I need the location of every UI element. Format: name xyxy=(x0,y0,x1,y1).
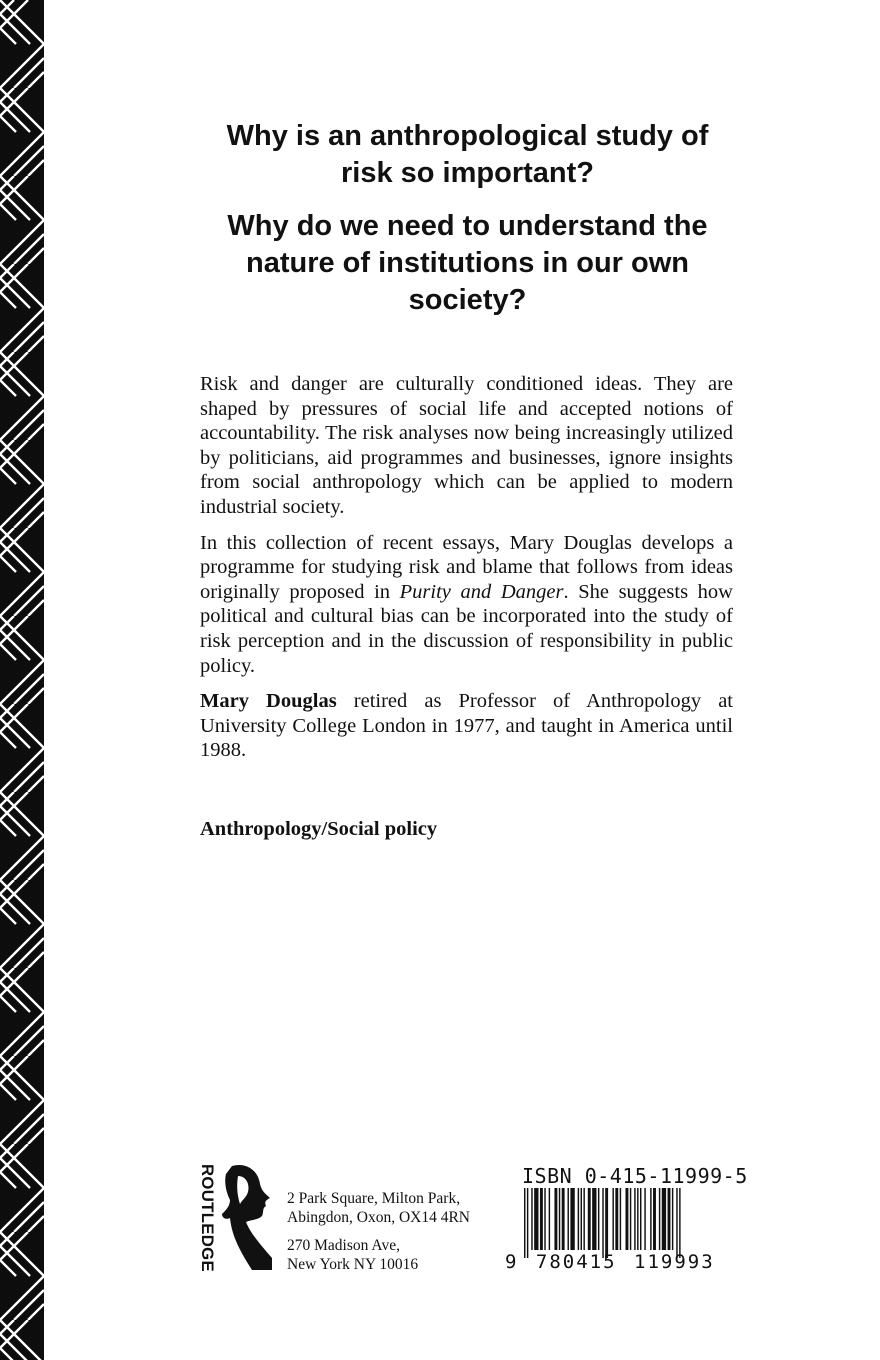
barcode-group-1: 780415 xyxy=(535,1251,617,1273)
isbn-label: ISBN 0-415-11999-5 xyxy=(522,1164,748,1188)
barcode-bar xyxy=(570,1188,574,1250)
us-address-line-1: 270 Madison Ave, xyxy=(287,1237,400,1254)
barcode-bar xyxy=(581,1188,582,1250)
barcode-bar xyxy=(602,1188,603,1258)
barcode-bar xyxy=(644,1188,645,1250)
headline-question-1: Why is an anthropological study of risk so important? xyxy=(226,120,709,189)
barcode-bar xyxy=(592,1188,596,1250)
blurb-text xyxy=(200,372,733,774)
barcode-bar xyxy=(659,1188,660,1250)
barcode-bar xyxy=(568,1188,569,1250)
uk-address-line-2: Abingdon, Oxon, OX14 4RN xyxy=(287,1209,470,1226)
barcode-bar xyxy=(679,1188,680,1258)
barcode-group-2: 119993 xyxy=(634,1251,715,1273)
barcode-bar xyxy=(531,1188,532,1250)
barcode-bar xyxy=(578,1188,579,1250)
profile-silhouette-icon xyxy=(222,1165,272,1270)
paragraph-2-text-after: . She suggests how political and cultural bias can be incorporated into the study of risk perception and in the discussion of responsibility in public policy. xyxy=(200,580,733,677)
uk-address xyxy=(287,1189,470,1227)
barcode-bar xyxy=(676,1188,677,1258)
us-address-line-2: New York NY 10016 xyxy=(287,1256,419,1273)
publisher-address xyxy=(287,1189,470,1283)
routledge-logo xyxy=(196,1162,276,1274)
barcode-bar xyxy=(668,1188,671,1250)
barcode-digits xyxy=(505,1251,735,1273)
barcode-bar xyxy=(554,1188,557,1250)
barcode-bar xyxy=(598,1188,599,1250)
barcode-bar xyxy=(612,1188,613,1250)
barcode-bar xyxy=(630,1188,631,1250)
barcode-bar xyxy=(527,1188,528,1258)
us-address xyxy=(287,1236,470,1274)
barcode-bar xyxy=(640,1188,641,1250)
barcode-bar xyxy=(562,1188,565,1250)
barcode-bar xyxy=(653,1188,656,1250)
author-bio-text: retired as Professor of Anthropology at University College London in 1977, and taught in America until 1988. xyxy=(200,690,733,762)
barcode-bar xyxy=(559,1188,560,1250)
barcode-bar xyxy=(650,1188,651,1250)
barcode-bar xyxy=(524,1188,525,1258)
decorative-border-strip xyxy=(0,0,44,1360)
barcode-bar xyxy=(662,1188,666,1250)
headline-questions xyxy=(200,118,735,335)
barcode-bar xyxy=(549,1188,550,1250)
barcode-bar xyxy=(615,1188,618,1250)
book-title: Purity and Danger xyxy=(399,580,564,603)
isbn-barcode xyxy=(522,1188,734,1258)
barcode-bar xyxy=(626,1188,629,1250)
blurb-paragraph-2 xyxy=(200,531,733,679)
author-bio xyxy=(200,689,733,763)
barcode-bar xyxy=(540,1188,543,1250)
barcode-first-digit: 9 xyxy=(505,1251,517,1273)
barcode-bar xyxy=(634,1188,635,1250)
barcode-bar xyxy=(534,1188,538,1250)
barcode-bar xyxy=(605,1188,608,1258)
publisher-name: ROUTLEDGE xyxy=(198,1164,217,1274)
barcode-bar xyxy=(588,1188,591,1250)
paragraph-2-text-before: In this collection of recent essays, Mary Douglas develops a programme for studying risk and blame that follows from ideas originally proposed in xyxy=(200,531,733,603)
barcode-bar xyxy=(637,1188,638,1250)
author-name: Mary Douglas xyxy=(200,690,337,713)
barcode-bar xyxy=(583,1188,584,1250)
barcode-bar xyxy=(620,1188,621,1250)
barcode-bar xyxy=(544,1188,545,1250)
blurb-paragraph-1: Risk and danger are culturally conditioned ideas. They are shaped by pressures of social life and accepted notions of accountability. The risk analyses now being increasingly utilized by politicians, aid programmes and businesses, ignore insights from social anthropology which can be applied to modern industrial society. xyxy=(200,373,733,518)
barcode-bar xyxy=(672,1188,673,1250)
headline-question-2: Why do we need to understand the nature of institutions in our own society? xyxy=(227,210,708,316)
subject-category: Anthropology/Social policy xyxy=(200,818,438,840)
uk-address-line-1: 2 Park Square, Milton Park, xyxy=(287,1190,461,1207)
